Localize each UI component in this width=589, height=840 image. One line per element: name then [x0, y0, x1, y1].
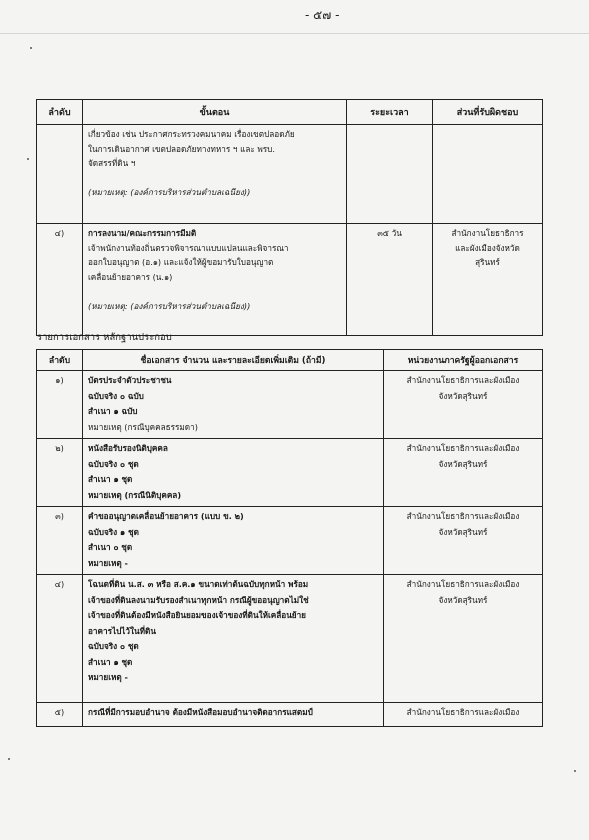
- step-number: [37, 125, 83, 224]
- col-header-step: ขั้นตอน: [83, 100, 347, 125]
- page-number: - ๕๗ -: [305, 8, 340, 22]
- issuer-line: จังหวัดสุรินทร์: [438, 390, 488, 401]
- step-responsible: [433, 224, 543, 336]
- doc-details: [83, 371, 384, 439]
- step-responsible: [433, 125, 543, 224]
- doc-original-count: ฉบับจริง ๐ ชุด: [88, 641, 139, 651]
- table-row: [37, 575, 543, 703]
- doc-note: หมายเหตุ (กรณีบุคคลธรรมดา): [88, 421, 198, 432]
- doc-issuer: [384, 371, 543, 439]
- doc-copy-count: สำเนา ๑ ชุด: [88, 656, 133, 667]
- step-line: เกี่ยวข้อง เช่น ประกาศกระทรวงคมนาคม เรื่องเขตปลอดภัย: [88, 129, 295, 139]
- step-description: [83, 125, 347, 224]
- table-row: [37, 439, 543, 507]
- step-line: ออกใบอนุญาต (อ.๑) และแจ้งให้ผู้ขอมารับใบอนุญาต: [88, 257, 274, 267]
- doc-name-line: อาคารไปไว้ในที่ดิน: [88, 625, 156, 636]
- col-header-document: ชื่อเอกสาร จำนวน และรายละเอียดเพิ่มเติม (ถ้ามี): [83, 350, 384, 371]
- step-line: เคลื่อนย้ายอาคาร (น.๑): [88, 271, 173, 282]
- doc-details: [83, 575, 384, 703]
- scan-speck: [574, 770, 576, 772]
- doc-issuer: [384, 575, 543, 703]
- issuer-line: สำนักงานโยธาธิการและผังเมือง: [406, 579, 520, 589]
- doc-name: คำขออนุญาตเคลื่อนย้ายอาคาร (แบบ ข. ๒): [88, 511, 244, 521]
- responsible-line: สำนักงานโยธาธิการ: [451, 228, 524, 238]
- doc-number: ๑): [37, 371, 83, 439]
- scan-speck: [27, 158, 29, 160]
- doc-original-count: ฉบับจริง ๐ ฉบับ: [88, 390, 144, 401]
- doc-name-line: เจ้าของที่ดินต้องมีหนังสือยินยอมของเจ้าของที่ดินให้เคลื่อนย้าย: [88, 610, 306, 620]
- doc-note: หมายเหตุ -: [88, 557, 128, 568]
- doc-name-line: เจ้าของที่ดินลงนามรับรองสำเนาทุกหน้า กรณีผู้ขออนุญาตไม่ใช่: [88, 594, 309, 605]
- doc-copy-count: สำเนา ๐ ชุด: [88, 542, 133, 552]
- issuer-line: สำนักงานโยธาธิการและผังเมือง: [406, 707, 520, 717]
- table-header-row: [37, 100, 543, 125]
- scan-artifact-line: [0, 33, 589, 34]
- scan-speck: [8, 758, 10, 760]
- step-title: การลงนาม/คณะกรรมการมีมติ: [88, 228, 197, 238]
- doc-original-count: ฉบับจริง ๐ ชุด: [88, 458, 139, 469]
- doc-number: ๓): [37, 507, 83, 575]
- table-row: [37, 371, 543, 439]
- col-header-number: ลำดับ: [37, 100, 83, 125]
- step-description: [83, 224, 347, 336]
- step-line: เจ้าพนักงานท้องถิ่นตรวจพิจารณาแบบแปลนและพิจารณา: [88, 242, 289, 253]
- doc-issuer: [384, 507, 543, 575]
- doc-copy-count: สำเนา ๑ ฉบับ: [88, 406, 138, 416]
- table-header-row: [37, 350, 543, 371]
- step-duration: ๓๕ วัน: [347, 224, 433, 336]
- doc-issuer: [384, 439, 543, 507]
- doc-note: หมายเหตุ (กรณีนิติบุคคล): [88, 489, 182, 500]
- col-header-duration: ระยะเวลา: [347, 100, 433, 125]
- col-header-issuer: หน่วยงานภาครัฐผู้ออกเอกสาร: [384, 350, 543, 371]
- section-title: รายการเอกสาร หลักฐานประกอบ: [37, 332, 172, 343]
- scan-speck: [30, 47, 32, 49]
- table-row: [37, 507, 543, 575]
- issuer-line: สำนักงานโยธาธิการและผังเมือง: [406, 375, 520, 385]
- doc-details: [83, 507, 384, 575]
- doc-name: หนังสือรับรองนิติบุคคล: [88, 443, 168, 453]
- issuer-line: สำนักงานโยธาธิการและผังเมือง: [406, 511, 520, 521]
- doc-name-line: โฉนดที่ดิน น.ส. ๓ หรือ ส.ค.๑ ขนาดเท่าต้นฉบับทุกหน้า พร้อม: [88, 579, 309, 589]
- step-number: ๔): [37, 224, 83, 336]
- step-note: (หมายเหตุ: (องค์การบริหารส่วนตำบลเฉนียง)): [88, 300, 251, 311]
- step-line: ในการเดินอากาศ เขตปลอดภัยทางทหาร ฯ และ พรบ.: [88, 143, 275, 154]
- responsible-line: และผังเมืองจังหวัด: [455, 242, 520, 253]
- col-header-responsible: ส่วนที่รับผิดชอบ: [433, 100, 543, 125]
- doc-issuer: [384, 703, 543, 727]
- issuer-line: สำนักงานโยธาธิการและผังเมือง: [406, 443, 520, 453]
- doc-note: หมายเหตุ -: [88, 672, 128, 682]
- documents-table: [36, 349, 543, 727]
- issuer-line: จังหวัดสุรินทร์: [438, 458, 488, 469]
- step-line-blank: [88, 284, 341, 299]
- table-row: [37, 703, 543, 727]
- procedure-table: [36, 99, 543, 336]
- step-line-blank: [88, 171, 341, 186]
- step-line: จัดสรรที่ดิน ฯ: [88, 158, 136, 168]
- doc-details: [83, 439, 384, 507]
- doc-name: บัตรประจำตัวประชาชน: [88, 375, 172, 385]
- doc-number: ๕): [37, 703, 83, 727]
- table-row: [37, 224, 543, 336]
- step-duration: [347, 125, 433, 224]
- doc-details: [83, 703, 384, 727]
- doc-number: ๔): [37, 575, 83, 703]
- doc-original-count: ฉบับจริง ๑ ชุด: [88, 526, 139, 537]
- col-header-number: ลำดับ: [37, 350, 83, 371]
- table-row: [37, 125, 543, 224]
- responsible-line: สุรินทร์: [475, 257, 500, 267]
- doc-name: กรณีที่มีการมอบอำนาจ ต้องมีหนังสือมอบอำนาจติดอากรแสตมป์: [88, 707, 313, 717]
- issuer-line: จังหวัดสุรินทร์: [438, 594, 488, 605]
- step-note: (หมายเหตุ: (องค์การบริหารส่วนตำบลเฉนียง)): [88, 187, 251, 197]
- issuer-line: จังหวัดสุรินทร์: [438, 526, 488, 537]
- doc-copy-count: สำเนา ๑ ชุด: [88, 474, 133, 484]
- doc-number: ๒): [37, 439, 83, 507]
